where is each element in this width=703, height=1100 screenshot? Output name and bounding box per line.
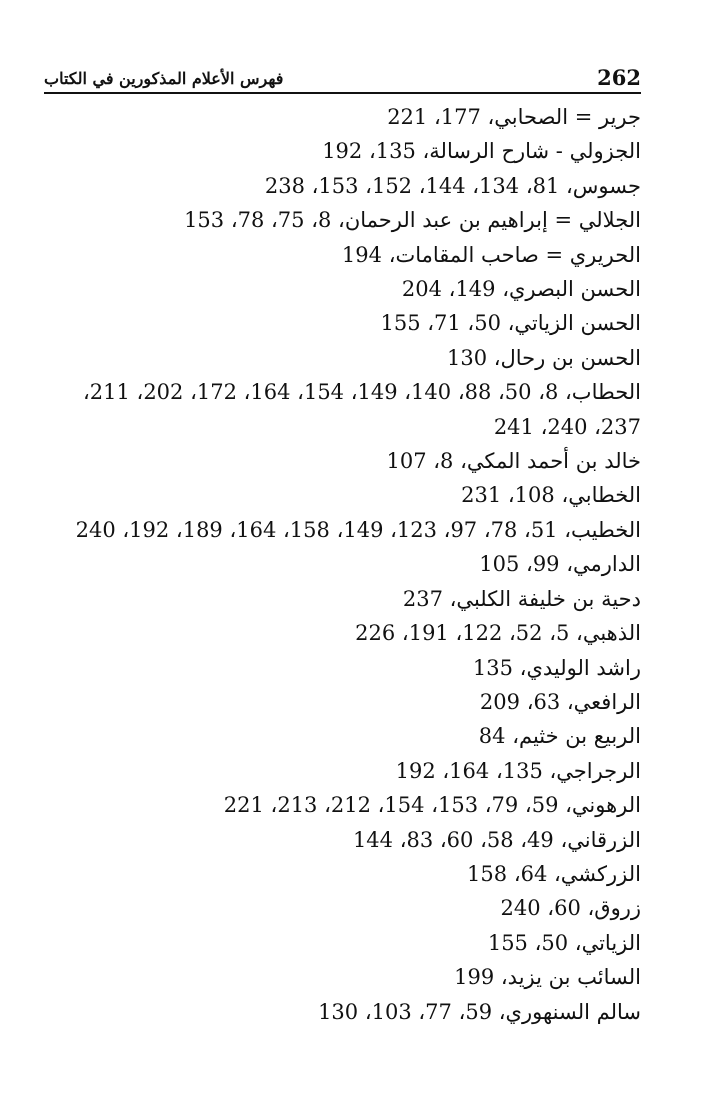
running-title: فهرس الأعلام المذكورين في الكتاب [44, 69, 284, 88]
index-entry [41, 375, 641, 444]
entry-name: راشد الوليدي، [519, 655, 641, 680]
entry-pages: 60، 240 [500, 896, 581, 921]
entry-name: جسوس، [566, 173, 641, 198]
entry-name: الحسن بن رحال، [493, 345, 641, 370]
index-entry [41, 203, 641, 237]
entry-pages: 59، 77، 103، 130 [318, 999, 493, 1024]
index-entry [41, 478, 641, 512]
index-entry [41, 926, 641, 960]
index-entry [41, 134, 641, 168]
entry-pages: 237 [402, 586, 443, 611]
entry-name: الرجراجي، [549, 758, 641, 783]
page-number: 262 [597, 65, 641, 90]
entry-pages: 50، 155 [487, 930, 569, 955]
index-entry [41, 100, 641, 134]
index-entry [41, 513, 641, 547]
entry-name: زروق، [587, 896, 641, 921]
index-entry [41, 238, 641, 272]
entry-pages: 63، 209 [479, 689, 561, 714]
entry-name: سالم السنهوري، [498, 999, 641, 1024]
entry-name: السائب بن يزيد، [500, 965, 641, 990]
entry-name: الخطيب، [564, 517, 641, 542]
entry-pages: 50، 71، 155 [380, 311, 501, 336]
index-entries [41, 100, 641, 1029]
entry-pages: 64، 158 [467, 861, 548, 886]
index-entry [41, 788, 641, 822]
entry-pages: 8، 107 [386, 449, 454, 474]
entry-pages: 194 [341, 242, 383, 267]
index-entry [41, 306, 641, 340]
entry-pages: 135 [472, 655, 513, 680]
entry-name: جرير = الصحابي، [487, 105, 641, 129]
index-entry [41, 169, 641, 203]
entry-name: الزياتي، [574, 930, 641, 955]
entry-name: خالد بن أحمد المكي، [460, 449, 641, 474]
entry-name: الجزولي - شارح الرسالة، [422, 139, 641, 164]
index-entry [41, 582, 641, 616]
index-entry [41, 547, 641, 581]
index-entry [41, 960, 641, 994]
entry-pages: 149، 204 [401, 277, 496, 302]
entry-pages: 135، 164، 192 [395, 758, 543, 783]
index-entry [41, 651, 641, 685]
entry-pages: 49، 58، 60، 83، 144 [352, 827, 554, 852]
index-entry [41, 444, 641, 478]
entry-pages: 8، 50، 88، 140، 149، 154، 164، 172، 202، 211، 237، 240، 241 [82, 380, 641, 439]
entry-name: الذهبي، [576, 621, 641, 646]
entry-pages: 130 [446, 345, 488, 370]
entry-name: دحية بن خليفة الكلبي، [449, 586, 641, 611]
entry-pages: 59، 79، 153، 154، 212، 213، 221 [223, 793, 559, 818]
entry-pages: 177، 221 [387, 105, 481, 129]
entry-name: الجلالي = إبراهيم بن عبد الرحمان، [338, 208, 641, 233]
entry-name: الدارمي، [566, 552, 641, 577]
entry-name: الزرقاني، [560, 827, 641, 852]
entry-name: الربيع بن خثيم، [512, 724, 641, 749]
index-entry [41, 754, 641, 788]
index-entry [41, 272, 641, 306]
index-entry [41, 616, 641, 650]
index-entry [41, 719, 641, 753]
entry-name: الحريري = صاحب المقامات، [388, 242, 641, 267]
entry-pages: 84 [478, 724, 506, 749]
index-entry [41, 341, 641, 375]
entry-pages: 108، 231 [461, 483, 555, 508]
index-entry [41, 823, 641, 857]
entry-pages: 135، 192 [322, 139, 416, 164]
entry-name: الحسن البصري، [502, 277, 641, 302]
entry-name: الخطابي، [561, 483, 641, 508]
index-entry [41, 857, 641, 891]
entry-name: الحسن الزياتي، [507, 311, 641, 336]
entry-name: الرهوني، [565, 793, 641, 818]
index-entry [41, 995, 641, 1029]
entry-name: الرافعي، [566, 689, 641, 714]
entry-pages: 5، 52، 122، 191، 226 [355, 621, 570, 646]
entry-pages: 51، 78، 97، 123، 149، 158، 164، 189، 192، 240 [75, 517, 558, 542]
index-entry [41, 891, 641, 925]
entry-name: الزركشي، [554, 861, 641, 886]
entry-pages: 8، 75، 78، 153 [184, 208, 332, 233]
entry-pages: 99، 105 [479, 552, 560, 577]
page-header [44, 58, 641, 94]
index-entry [41, 685, 641, 719]
entry-pages: 199 [454, 965, 495, 990]
entry-pages: 81، 134، 144، 152، 153، 238 [264, 173, 560, 198]
entry-name: الحطاب، [565, 380, 641, 405]
